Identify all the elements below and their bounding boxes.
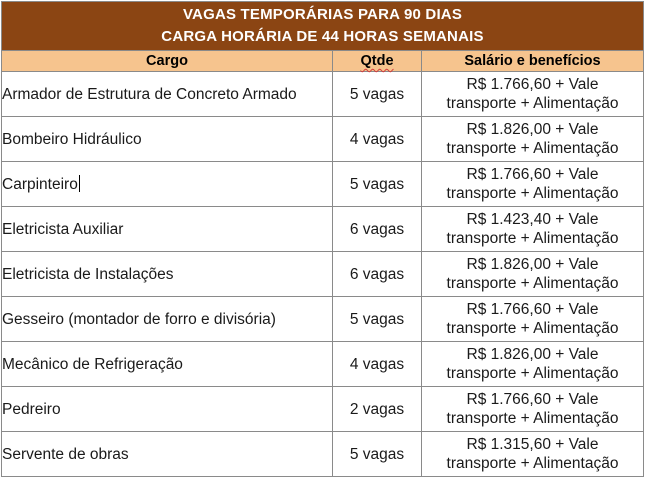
salario-cell — [422, 342, 644, 387]
title-line-2: CARGA HORÁRIA DE 44 HORAS SEMANAIS — [161, 28, 484, 45]
table-row — [2, 207, 644, 252]
cargo-cell: Armador de Estrutura de Concreto Armado — [2, 72, 333, 117]
title-line-1: VAGAS TEMPORÁRIAS PARA 90 DIAS — [182, 6, 463, 23]
header-qtde — [333, 51, 422, 72]
qtde-cell: 4 vagas — [333, 342, 422, 387]
salario-line-1: R$ 1.766,60 + Vale — [466, 391, 599, 408]
qtde-cell: 5 vagas — [333, 297, 422, 342]
salario-line-2: transporte + Alimentação — [446, 95, 619, 112]
job-openings-document — [1, 1, 643, 477]
salario-line-2: transporte + Alimentação — [446, 230, 619, 247]
salario-line-2: transporte + Alimentação — [446, 365, 619, 382]
salario-line-2: transporte + Alimentação — [446, 140, 619, 157]
header-row — [2, 51, 644, 72]
header-qtde-label: Qtde — [360, 53, 394, 69]
cargo-cell: Bombeiro Hidráulico — [2, 117, 333, 162]
table-title — [2, 2, 644, 51]
salario-line-1: R$ 1.766,60 + Vale — [466, 166, 599, 183]
salario-cell — [422, 297, 644, 342]
salario-cell — [422, 162, 644, 207]
salario-line-1: R$ 1.766,60 + Vale — [466, 301, 599, 318]
cargo-cell: Eletricista de Instalações — [2, 252, 333, 297]
salario-line-1: R$ 1.826,00 + Vale — [466, 121, 599, 138]
salario-line-2: transporte + Alimentação — [446, 455, 619, 472]
salario-cell — [422, 207, 644, 252]
salario-line-1: R$ 1.826,00 + Vale — [466, 256, 599, 273]
cargo-cell: Mecânico de Refrigeração — [2, 342, 333, 387]
cargo-text: Carpinteiro — [2, 175, 78, 193]
table-row — [2, 252, 644, 297]
salario-cell — [422, 72, 644, 117]
title-row — [2, 2, 644, 51]
salario-cell — [422, 387, 644, 432]
qtde-cell: 6 vagas — [333, 207, 422, 252]
salario-line-2: transporte + Alimentação — [446, 185, 619, 202]
table-row — [2, 342, 644, 387]
header-cargo: Cargo — [2, 51, 333, 72]
salario-line-1: R$ 1.315,60 + Vale — [466, 436, 599, 453]
table-row — [2, 387, 644, 432]
salario-cell — [422, 117, 644, 162]
salario-line-1: R$ 1.423,40 + Vale — [466, 211, 599, 228]
table-row — [2, 297, 644, 342]
qtde-cell: 6 vagas — [333, 252, 422, 297]
header-salario: Salário e benefícios — [422, 51, 644, 72]
qtde-cell: 5 vagas — [333, 162, 422, 207]
salario-line-2: transporte + Alimentação — [446, 410, 619, 427]
table-row — [2, 117, 644, 162]
text-cursor — [79, 175, 80, 192]
qtde-cell: 5 vagas — [333, 432, 422, 477]
cargo-cell: Pedreiro — [2, 387, 333, 432]
job-openings-table — [1, 1, 644, 477]
salario-line-1: R$ 1.826,00 + Vale — [466, 346, 599, 363]
qtde-cell: 4 vagas — [333, 117, 422, 162]
salario-line-2: transporte + Alimentação — [446, 275, 619, 292]
cargo-cell: Eletricista Auxiliar — [2, 207, 333, 252]
salario-cell — [422, 432, 644, 477]
qtde-cell: 2 vagas — [333, 387, 422, 432]
table-row — [2, 72, 644, 117]
cargo-cell: Servente de obras — [2, 432, 333, 477]
table-row — [2, 162, 644, 207]
salario-line-1: R$ 1.766,60 + Vale — [466, 76, 599, 93]
table-row — [2, 432, 644, 477]
cargo-cell[interactable] — [2, 162, 333, 207]
salario-cell — [422, 252, 644, 297]
salario-line-2: transporte + Alimentação — [446, 320, 619, 337]
qtde-cell: 5 vagas — [333, 72, 422, 117]
cargo-cell: Gesseiro (montador de forro e divisória) — [2, 297, 333, 342]
